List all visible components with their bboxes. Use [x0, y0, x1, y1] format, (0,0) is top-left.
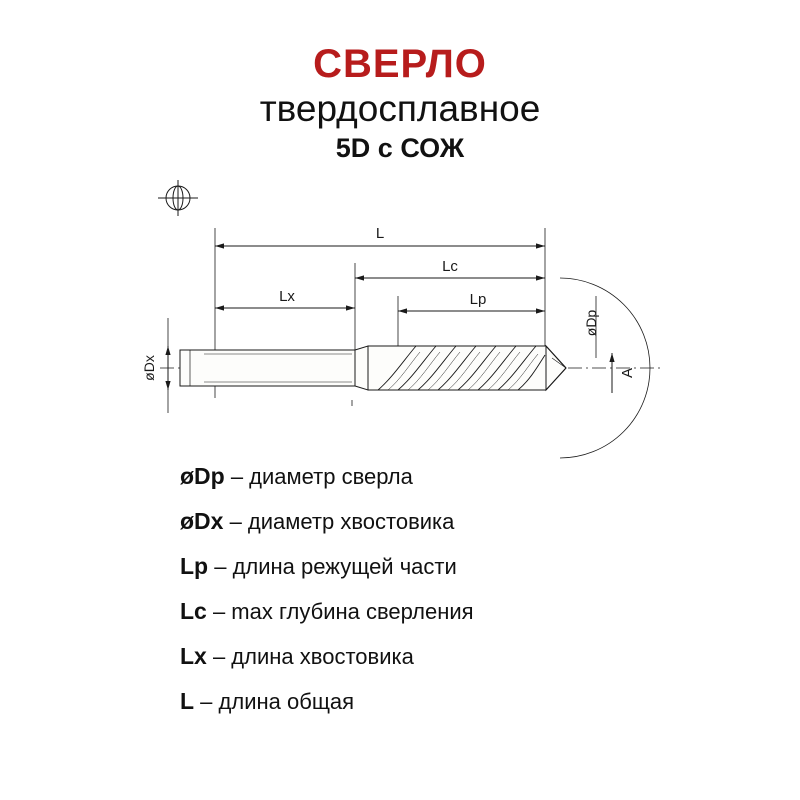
page-subtitle-2: 5D с СОЖ [335, 132, 465, 163]
legend-item [180, 645, 780, 668]
svg-text:A: A [619, 367, 636, 379]
legend-text: – max глубина сверления [206, 599, 474, 624]
legend-symbol: Lc [180, 598, 207, 624]
drill-flutes [368, 346, 546, 390]
legend-text: – диаметр сверла [224, 464, 413, 489]
first-angle-projection-symbol [158, 180, 198, 216]
svg-text:øDx: øDx [141, 355, 157, 381]
legend-symbol: L [180, 688, 195, 714]
shank-length-dimension [215, 288, 355, 308]
drill-neck [355, 346, 368, 390]
legend-item [180, 600, 780, 623]
legend-item [180, 465, 780, 488]
svg-text:øDp: øDp [583, 309, 599, 337]
legend-item [180, 690, 780, 713]
legend-list [180, 465, 780, 735]
svg-text:Lp: Lp [469, 291, 487, 308]
title-block [0, 42, 800, 164]
legend-symbol: øDp [180, 463, 225, 489]
legend-item [180, 555, 780, 578]
max-drilling-depth-dimension [355, 258, 545, 278]
page-subtitle: твердосплавное [259, 88, 541, 129]
svg-text:Lx: Lx [279, 288, 295, 305]
page-title: СВЕРЛО [313, 42, 487, 86]
drill-point [546, 346, 566, 390]
legend-text: – диаметр хвостовика [223, 509, 455, 534]
technical-drawing [0, 168, 800, 468]
legend-symbol: Lx [180, 643, 207, 669]
overall-length-dimension [215, 225, 545, 246]
legend-text: – длина общая [194, 689, 355, 714]
svg-text:Lc: Lc [442, 258, 458, 275]
svg-text:L: L [375, 225, 385, 242]
legend-text: – длина режущей части [208, 554, 457, 579]
legend-symbol: Lp [180, 553, 209, 579]
drill-diameter-dimension [583, 296, 599, 358]
flute-length-dimension [398, 291, 545, 311]
drill-shank [180, 350, 355, 386]
legend-text: – длина хвостовика [206, 644, 414, 669]
legend-symbol: øDx [180, 508, 224, 534]
legend-item [180, 510, 780, 533]
